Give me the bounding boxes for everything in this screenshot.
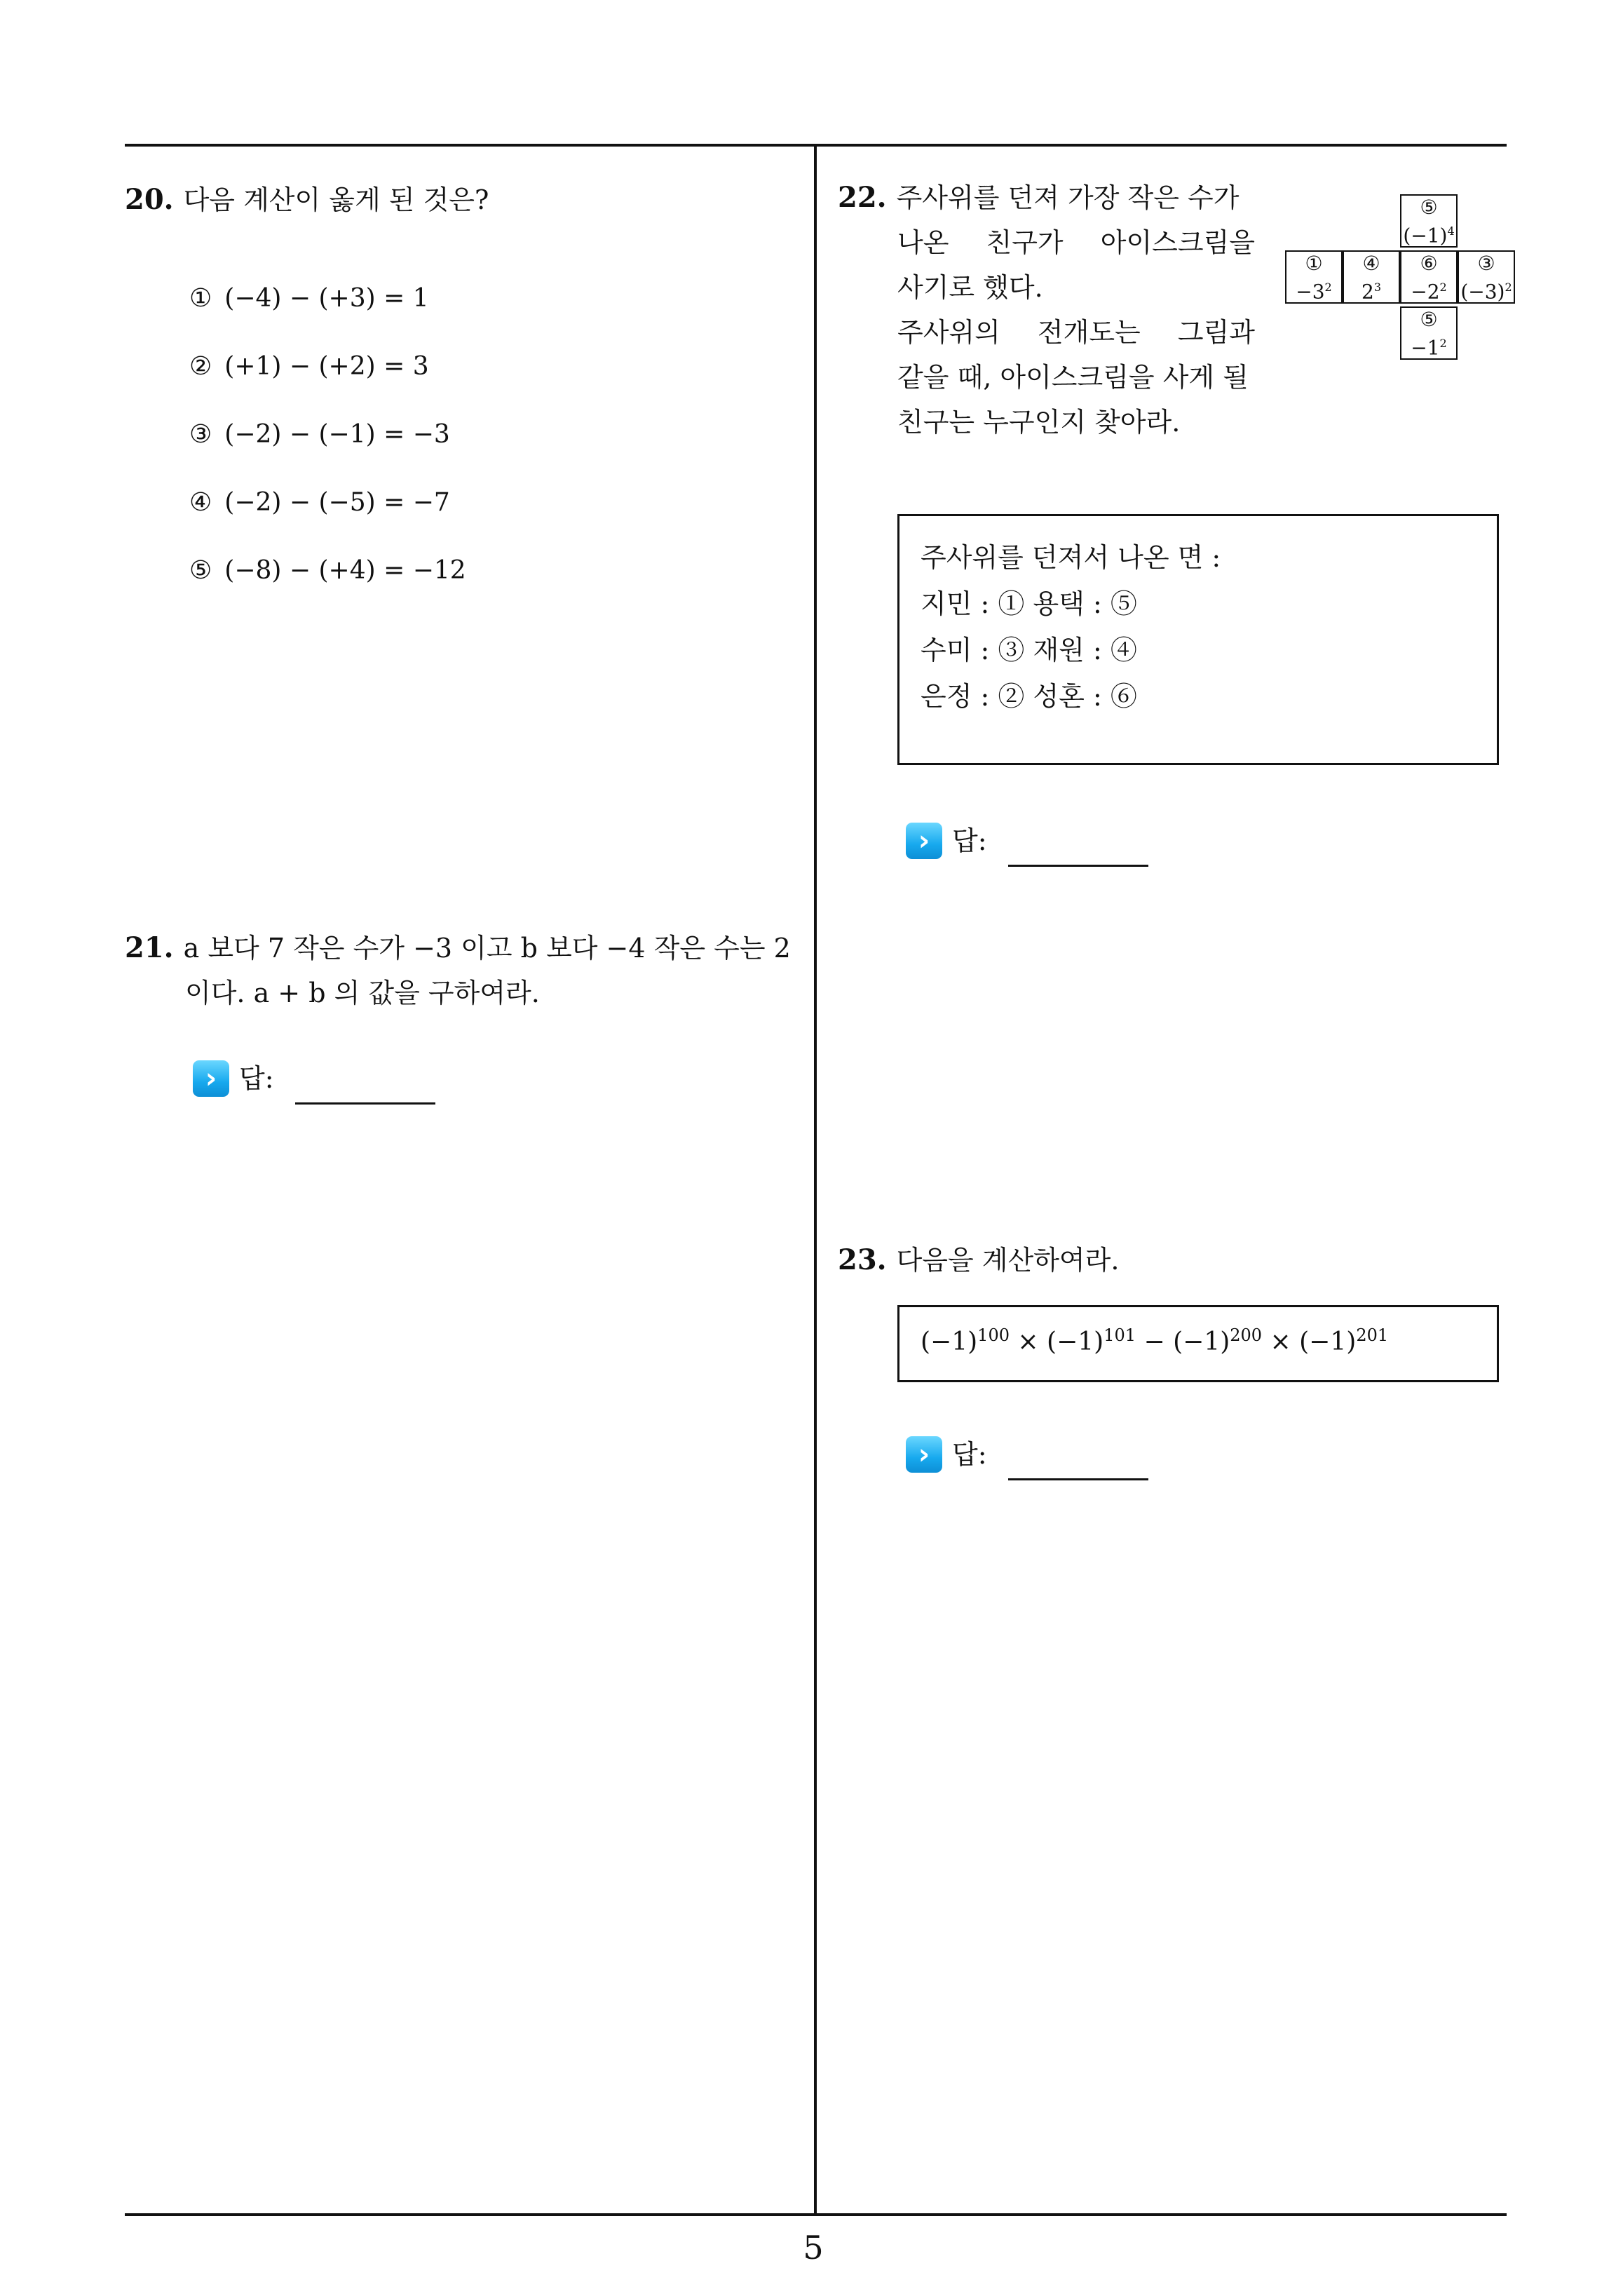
choice-3[interactable]: [189, 420, 450, 449]
choice-5[interactable]: [189, 556, 466, 585]
face-label: ③: [1477, 252, 1495, 275]
choice-mark: ②: [189, 352, 212, 381]
answer-22: [906, 823, 1148, 867]
face-exponent: 2: [1324, 281, 1332, 294]
term-base: (−1): [1173, 1328, 1230, 1356]
net-face-center-left: [1343, 250, 1400, 304]
question-number: 20.: [125, 183, 174, 216]
question-text-line-3: 사기로 했다.: [897, 272, 1043, 303]
term-base: (−1): [921, 1328, 978, 1356]
chevron-right-icon: ›: [906, 1436, 942, 1473]
question-20: [125, 177, 489, 222]
answer-label: 답:: [952, 825, 987, 856]
face-exponent: 2: [1439, 281, 1447, 294]
face-exponent: 2: [1439, 337, 1447, 350]
choice-mark: ④: [189, 488, 212, 517]
answer-23: [906, 1436, 1148, 1480]
expression-box: [897, 1305, 1499, 1382]
term-exponent: 101: [1103, 1325, 1136, 1345]
bottom-rule: [125, 2213, 1507, 2216]
question-text-line-6: 친구는 누구인지 찾아라.: [897, 407, 1181, 438]
answer-21: [193, 1060, 435, 1105]
term-exponent: 200: [1230, 1325, 1263, 1345]
term-exponent: 100: [977, 1325, 1010, 1345]
question-21: [125, 926, 808, 1015]
choice-mark: ③: [189, 420, 212, 449]
face-exponent: 2: [1505, 281, 1512, 294]
box-line-title: 주사위를 던져서 나온 면 :: [921, 542, 1221, 573]
face-label: ⑤: [1420, 308, 1438, 331]
net-face-top: [1400, 194, 1458, 248]
face-label: ⑥: [1420, 252, 1438, 275]
question-number: 21.: [125, 931, 174, 964]
net-face-bottom: [1400, 306, 1458, 360]
face-base: (−1): [1403, 224, 1448, 248]
face-base: 2: [1361, 280, 1374, 304]
face-label: ⑤: [1420, 196, 1438, 219]
face-base: −1: [1411, 336, 1440, 360]
face-base: −3: [1296, 280, 1325, 304]
box-line-1: 지민 : ① 용택 : ⑤: [921, 588, 1137, 619]
box-line-2: 수미 : ③ 재원 : ④: [921, 635, 1137, 666]
choice-1[interactable]: [189, 284, 429, 313]
choice-expression: (+1) − (+2) = 3: [224, 352, 429, 381]
question-text-line-1: a 보다 7 작은 수가 −3 이고 b 보다 −4 작은 수는 2: [183, 933, 791, 964]
answer-blank[interactable]: [295, 1060, 435, 1105]
question-23: [838, 1238, 1119, 1283]
question-text-line-4: 주사위의 전개도는 그림과: [897, 317, 1255, 348]
question-text-line-1: 주사위를 던져 가장 작은 수가: [896, 182, 1240, 213]
page-number: 5: [803, 2229, 824, 2267]
box-line-3: 은정 : ② 성혼 : ⑥: [921, 681, 1137, 712]
net-face-left: [1285, 250, 1343, 304]
face-base: −2: [1411, 280, 1440, 304]
choice-4[interactable]: [189, 488, 450, 517]
question-22-body: [897, 220, 1255, 445]
choice-expression: (−4) − (+3) = 1: [224, 284, 429, 313]
question-text: 다음 계산이 옳게 된 것은?: [183, 184, 489, 215]
dice-result-box: [897, 514, 1499, 765]
question-text-line-2: 이다. a + b 의 값을 구하여라.: [185, 978, 540, 1008]
choice-mark: ⑤: [189, 556, 212, 585]
term-exponent: 201: [1356, 1325, 1389, 1345]
choice-expression: (−2) − (−5) = −7: [224, 488, 450, 517]
face-label: ④: [1362, 252, 1380, 275]
face-exponent: 4: [1447, 224, 1455, 238]
term-operator: ×: [1262, 1328, 1300, 1356]
answer-blank[interactable]: [1008, 1436, 1148, 1480]
term-base: (−1): [1047, 1328, 1104, 1356]
term-base: (−1): [1299, 1328, 1357, 1356]
question-22: [838, 175, 1239, 220]
face-base: (−3): [1460, 280, 1505, 304]
face-label: ①: [1305, 252, 1323, 275]
question-number: 23.: [838, 1243, 887, 1276]
term-operator: −: [1136, 1328, 1174, 1356]
chevron-right-icon: ›: [906, 823, 942, 859]
term-operator: ×: [1009, 1328, 1047, 1356]
answer-label: 답:: [952, 1439, 987, 1470]
net-face-right: [1458, 250, 1515, 304]
choice-expression: (−8) − (+4) = −12: [224, 556, 466, 585]
answer-label: 답:: [239, 1063, 274, 1094]
answer-blank[interactable]: [1008, 823, 1148, 867]
choice-2[interactable]: [189, 352, 429, 381]
chevron-right-icon: ›: [193, 1060, 229, 1097]
question-text-line-2: 나온 친구가 아이스크림을: [897, 227, 1255, 258]
choice-expression: (−2) − (−1) = −3: [224, 420, 450, 449]
face-exponent: 3: [1373, 281, 1381, 294]
choice-mark: ①: [189, 284, 212, 313]
question-text-line-5: 같을 때, 아이스크림을 사게 될: [897, 362, 1249, 393]
column-divider: [814, 144, 817, 2215]
question-number: 22.: [838, 181, 887, 214]
net-face-center: [1400, 250, 1458, 304]
question-text: 다음을 계산하여라.: [896, 1245, 1120, 1276]
